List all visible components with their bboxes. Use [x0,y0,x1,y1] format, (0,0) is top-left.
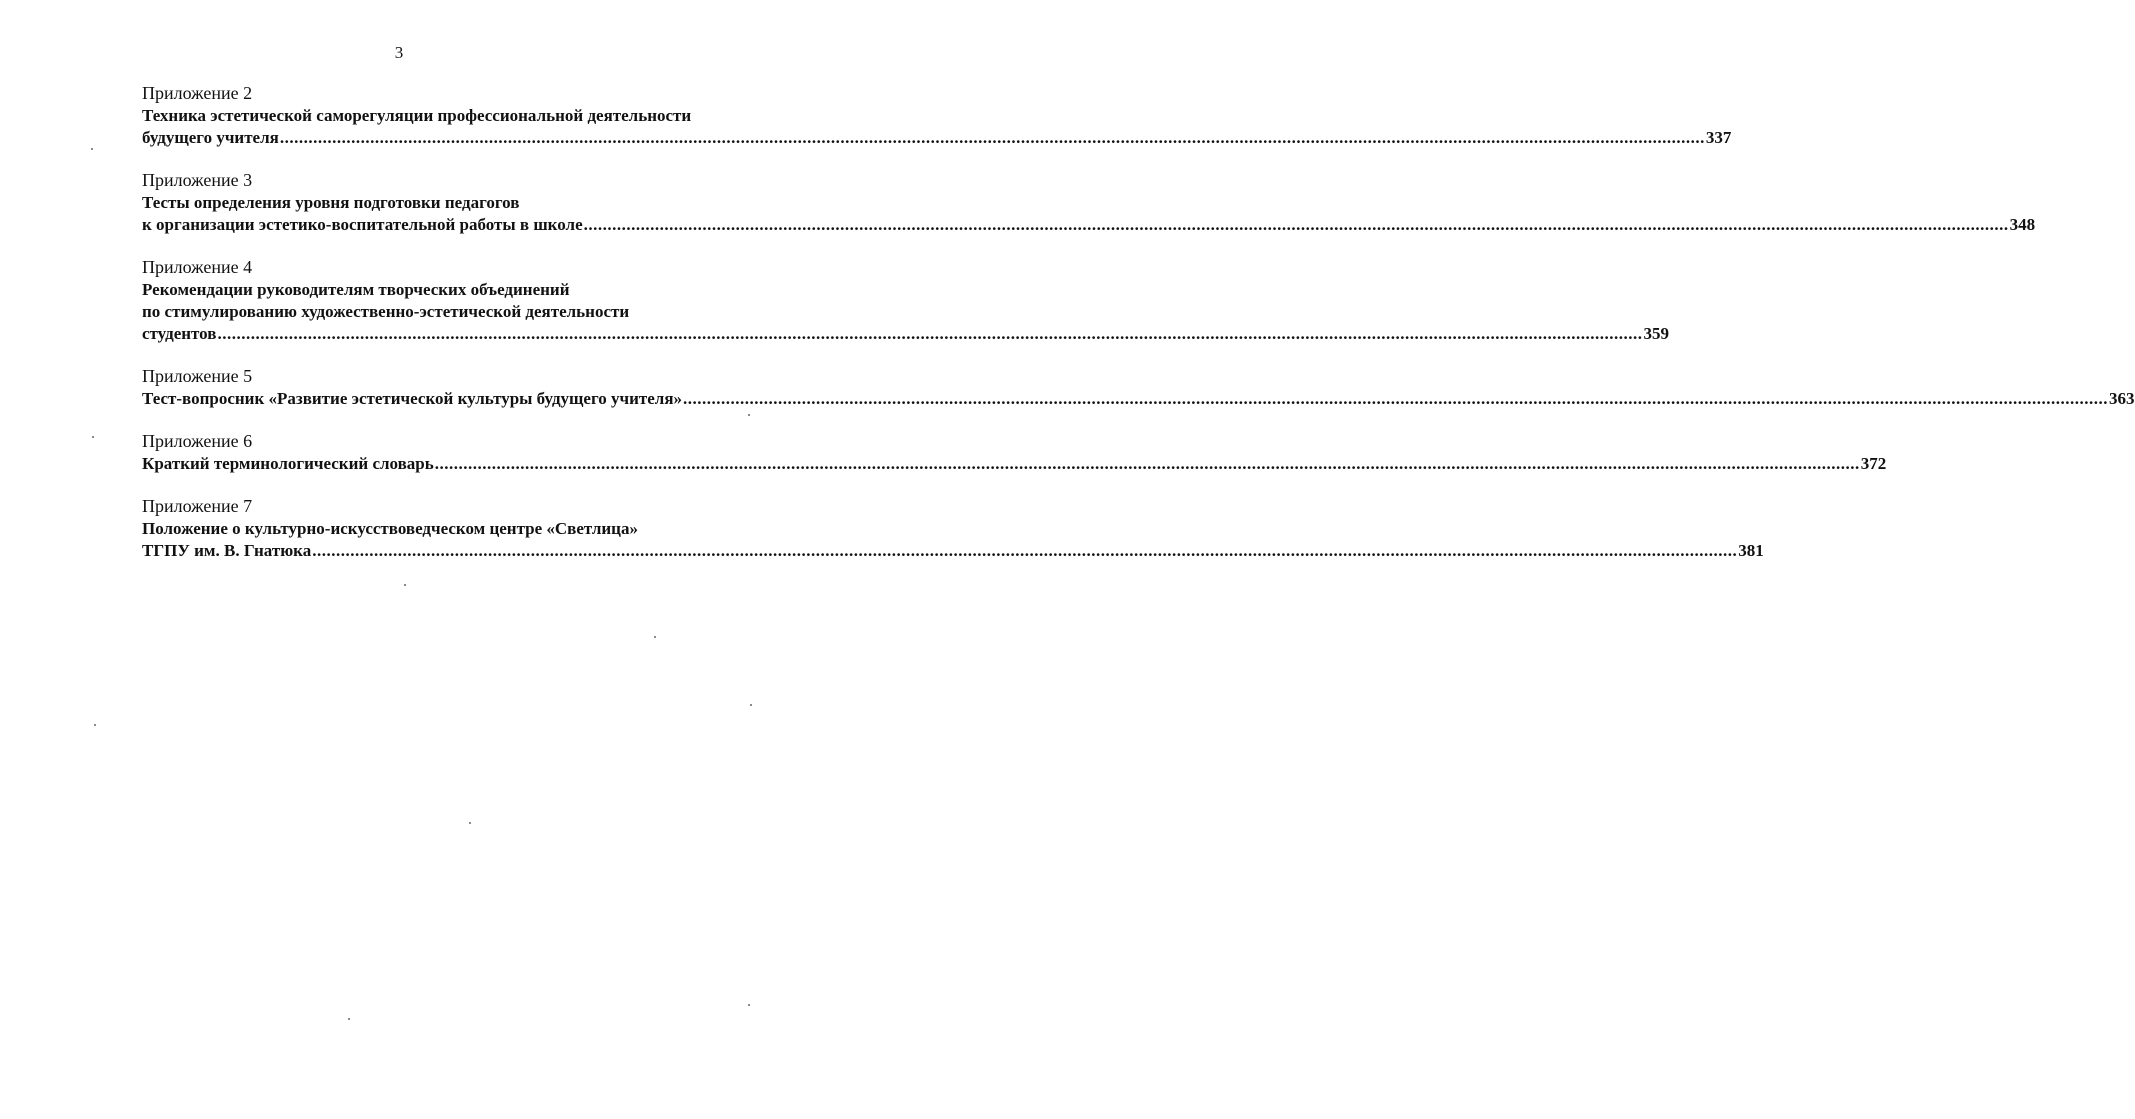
entry-heading: Приложение 2 [142,83,253,103]
page-number: 3 [394,43,404,62]
title-line: Краткий терминологический словарь [142,454,434,473]
title-line: Тест-вопросник «Развитие эстетической культуры будущего учителя» [142,389,683,408]
toc-entry-appendix-6 [142,429,1887,475]
entry-title [142,105,1732,149]
entry-heading: Приложение 4 [142,257,253,277]
title-last-line [142,388,2135,410]
title-line: Техника эстетической саморегуляции профессиональной деятельности [142,106,692,125]
scan-speck [654,636,656,638]
entry-heading: Приложение 3 [142,170,253,190]
entry-page-number: 381 [1738,541,1764,560]
scan-speck [94,724,96,726]
toc-entry-appendix-2 [142,81,1732,149]
title-last-line [142,323,1669,345]
toc-entry-appendix-3 [142,168,2036,236]
entry-page-number: 372 [1860,454,1887,473]
scan-speck [469,822,471,824]
title-line: Положение о культурно-искусствоведческом центре «Светлица» [142,519,638,538]
toc-entry-appendix-5 [142,364,2135,410]
entry-heading: Приложение 7 [142,496,253,516]
title-line: Рекомендации руководителям творческих объединений [142,280,570,299]
title-line: к организации эстетико-воспитательной работы в школе [142,215,583,234]
toc-entry-appendix-4 [142,255,1669,345]
leader-dots: ............................................................................................................................................................................................................................................................................................................ [279,128,1705,147]
scan-speck [750,704,752,706]
entry-page-number: 348 [2009,215,2036,234]
leader-dots: ............................................................................................................................................................................................................................................................................................................ [683,389,2109,408]
entry-title [142,388,2135,410]
title-line: по стимулированию художественно-эстетической деятельности [142,302,630,321]
leader-dots: ............................................................................................................................................................................................................................................................................................................ [312,541,1738,560]
title-last-line [142,453,1887,475]
leader-dots: ............................................................................................................................................................................................................................................................................................................ [434,454,1860,473]
scan-speck [91,148,93,150]
entry-page-number: 363 [2109,389,2135,408]
entry-heading: Приложение 5 [142,366,253,386]
leader-dots: ............................................................................................................................................................................................................................................................................................................ [217,324,1643,343]
scan-speck [404,584,406,586]
entry-page-number: 359 [1643,324,1669,343]
title-last-line [142,127,1732,149]
scan-speck [748,1004,750,1006]
scan-speck [748,414,750,416]
entry-title [142,279,1669,345]
title-last-line [142,540,1764,562]
scan-speck [92,436,94,438]
entry-title [142,192,2036,236]
table-of-contents [142,81,2135,581]
entry-title [142,518,1764,562]
scan-speck [348,1018,350,1020]
entry-page-number: 337 [1705,128,1732,147]
entry-heading: Приложение 6 [142,431,253,451]
title-line: ТГПУ им. В. Гнатюка [142,541,312,560]
title-line: Тесты определения уровня подготовки педагогов [142,193,520,212]
toc-entry-appendix-7 [142,494,1764,562]
title-line: будущего учителя [142,128,279,147]
leader-dots: ............................................................................................................................................................................................................................................................................................................ [583,215,2009,234]
title-last-line [142,214,2036,236]
entry-title [142,453,1887,475]
title-line: студентов [142,324,217,343]
